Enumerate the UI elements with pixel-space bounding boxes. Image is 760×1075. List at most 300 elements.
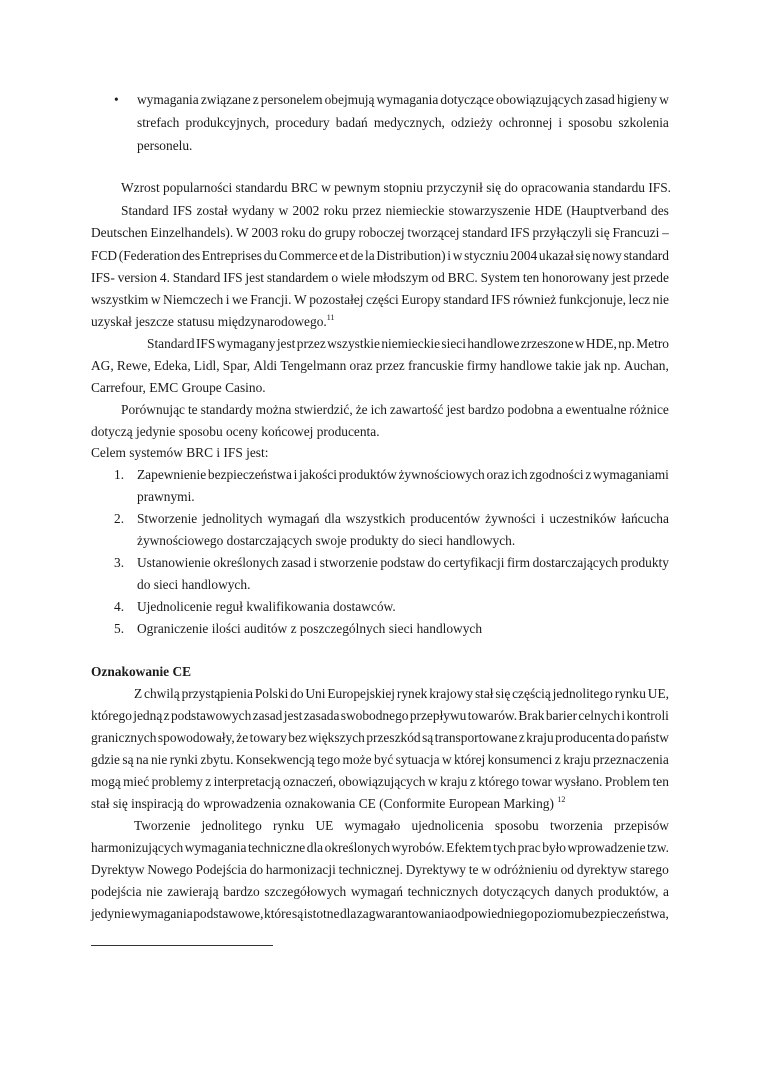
word: bardzo: [223, 884, 260, 899]
word: przystąpienia: [181, 686, 253, 701]
word: Porównując: [121, 402, 185, 417]
word: Stworzenie: [137, 511, 198, 526]
word: i: [313, 555, 318, 570]
word: HDE: [534, 203, 563, 218]
word: przez: [352, 203, 382, 218]
para1: Wzrost popularności standardu BRC w pewnym stopniu przyczynił się do opracowania standardu IFS.: [121, 180, 672, 195]
word: towar: [521, 774, 552, 789]
ce-para2-line-2: [91, 840, 669, 856]
word: określonych: [213, 555, 279, 570]
word: wszystkich: [345, 511, 406, 526]
word: różnice: [629, 402, 669, 417]
word: został: [196, 203, 228, 218]
word: Deutschen: [91, 225, 148, 240]
word: ewentualne: [565, 402, 627, 417]
word: wymagało: [344, 818, 401, 833]
word: te: [187, 402, 198, 417]
word: i: [293, 467, 298, 482]
word: bez: [288, 730, 307, 745]
word: higieny: [616, 92, 658, 107]
goal-4-number: 4.: [114, 599, 125, 614]
word: w: [150, 292, 161, 307]
word: zbytu.: [200, 752, 234, 767]
word: młodszym: [372, 270, 429, 285]
para2-line-1: [121, 203, 669, 219]
word: że: [236, 730, 249, 745]
word: W: [294, 292, 307, 307]
word: Metro: [636, 336, 669, 351]
word: dostarczających: [532, 555, 619, 570]
footnote-ref-11[interactable]: 11: [326, 313, 335, 322]
word: większych: [308, 730, 365, 745]
word: francuskie: [407, 358, 464, 373]
word: przepływu: [409, 708, 467, 723]
word: się: [575, 248, 591, 263]
word: wymagany: [216, 336, 276, 351]
word: którego: [478, 774, 520, 789]
word: UE: [315, 818, 334, 833]
word: nie: [150, 752, 168, 767]
word: wyrobów.: [391, 840, 445, 855]
word: wymaganiami: [593, 467, 669, 482]
word: wysłano.: [554, 774, 603, 789]
word: i: [621, 708, 626, 723]
word: Auchan,: [623, 358, 669, 373]
word: HDE,: [585, 336, 617, 351]
word: kontroli: [626, 708, 669, 723]
word: transportowane: [434, 730, 518, 745]
word: Francji.: [250, 292, 292, 307]
word: oznaczeń,: [282, 774, 337, 789]
word: swobodnego: [340, 708, 409, 723]
word: podstawowe,: [193, 906, 264, 921]
word: obowiązujących: [338, 774, 426, 789]
word: techniczne: [247, 840, 306, 855]
word: obowiązujących: [496, 92, 583, 107]
word: spowodowały,: [157, 730, 235, 745]
word: Z: [134, 686, 143, 701]
word: z: [585, 467, 592, 482]
word: niemieckie: [385, 203, 445, 218]
word: des: [651, 203, 669, 218]
word: 2002: [292, 203, 320, 218]
ce-para1-line-1: [134, 686, 669, 702]
word: harmonizujących: [91, 840, 184, 855]
word: funkcjonuje,: [558, 292, 626, 307]
word: System: [480, 270, 521, 285]
word: produkty: [620, 555, 669, 570]
word: des: [182, 248, 201, 263]
word: producenta: [555, 730, 615, 745]
word: stwierdzić,: [294, 402, 353, 417]
word: zgodności: [529, 467, 584, 482]
word: jedną: [133, 708, 163, 723]
footnote-separator: [91, 945, 273, 946]
word: było: [542, 840, 566, 855]
word: wymagania: [130, 906, 193, 921]
word: tworzącej: [407, 225, 460, 240]
word: medycznych,: [373, 115, 445, 130]
word: Spar,: [222, 358, 251, 373]
goal-1-number: 1.: [114, 467, 125, 482]
word: nowy: [592, 248, 622, 263]
bullet-line-1: [137, 92, 669, 108]
word: w: [427, 774, 438, 789]
word: dla: [306, 840, 324, 855]
word: zasad: [585, 92, 615, 107]
word: w: [278, 203, 289, 218]
word: które: [264, 906, 292, 921]
word: żywności: [485, 511, 536, 526]
word: danych: [554, 884, 594, 899]
ce-para1-line-6: [91, 796, 565, 812]
word: z: [554, 752, 561, 767]
word: stowarzyszenie: [448, 203, 531, 218]
word: Tworzenie: [134, 818, 191, 833]
word: z: [252, 92, 259, 107]
word: są: [422, 730, 434, 745]
word: procedury: [275, 115, 330, 130]
word: Brak: [518, 708, 545, 723]
word: jak: [584, 358, 601, 373]
word: odzieży: [450, 115, 493, 130]
word: się: [495, 686, 511, 701]
word: rynku: [272, 818, 305, 833]
word: szkolenia: [618, 115, 669, 130]
word: gdzie: [91, 752, 120, 767]
word: odróżnieniu: [493, 862, 558, 877]
word: Rewe,: [116, 358, 151, 373]
word: (Federation: [118, 248, 181, 263]
word: zasada: [303, 708, 340, 723]
word: strefach: [137, 115, 180, 130]
word: wymagania: [137, 92, 199, 107]
ce-para2-line-3: [91, 862, 669, 878]
word: sytuacja: [395, 752, 440, 767]
word: a: [662, 884, 669, 899]
word: żywnościowych: [398, 467, 485, 482]
goal-1-line-1: [137, 467, 669, 483]
word: produktów: [338, 467, 397, 482]
word: i: [540, 511, 545, 526]
word: IFS-: [91, 270, 115, 285]
word: do: [290, 686, 304, 701]
word: wszystkim: [91, 292, 149, 307]
word: niemieckie: [381, 336, 441, 351]
word: Europejskiej: [327, 686, 396, 701]
word: i: [558, 115, 563, 130]
word: kraju: [439, 774, 468, 789]
word: tzw.: [647, 840, 669, 855]
word: dla: [324, 511, 341, 526]
word: Einzelhandels).: [150, 225, 234, 240]
word: Nowego: [147, 862, 193, 877]
word: BRC.: [447, 270, 478, 285]
word: standard: [462, 225, 508, 240]
para4-line-1: [121, 402, 669, 418]
word: ujednolicenia: [411, 818, 484, 833]
word: Aldi: [253, 358, 278, 373]
word: Uni: [305, 686, 326, 701]
word: dotyczące: [440, 92, 494, 107]
word: na: [135, 752, 149, 767]
word: standardy: [200, 402, 253, 417]
word: podejścia: [91, 884, 142, 899]
word: może: [342, 752, 372, 767]
word: uczestników: [549, 511, 617, 526]
goal-4-line-1: Ujednolicenie reguł kwalifikowania dostawców.: [137, 599, 396, 614]
word: FCD: [91, 248, 118, 263]
word: dotyczących: [482, 884, 550, 899]
word: Dyrektywy: [405, 862, 466, 877]
word: konsumenci: [487, 752, 553, 767]
word: mogą: [91, 774, 121, 789]
word: do: [249, 862, 264, 877]
word: krajowy: [429, 686, 474, 701]
word: zawartość: [389, 402, 444, 417]
word: od: [560, 862, 574, 877]
word: zasad: [281, 555, 311, 570]
word: do: [616, 730, 630, 745]
word: wszystkie: [327, 336, 380, 351]
word: przyłączyli: [532, 225, 593, 240]
word: przepisów: [613, 818, 669, 833]
word: bardzo: [468, 402, 505, 417]
word: ich: [511, 467, 528, 482]
word: rynku: [614, 686, 646, 701]
goal-2-number: 2.: [114, 511, 125, 526]
word: np.: [603, 358, 621, 373]
word: rynki: [169, 752, 198, 767]
bullet-line-2: [137, 115, 669, 131]
word: którego: [91, 708, 132, 723]
word: przez: [296, 336, 326, 351]
word: bezpieczeństwa: [207, 467, 292, 482]
word: Entreprises: [201, 248, 263, 263]
word: jednolitych: [202, 511, 263, 526]
word: rynek: [396, 686, 428, 701]
para2-line-6-text: uzyskał jeszcze statusu międzynarodowego.: [91, 314, 327, 329]
word: bezpieczeństwa,: [581, 906, 669, 921]
word: a: [556, 402, 563, 417]
word: jest: [283, 708, 303, 723]
word: produkcyjnych,: [185, 115, 270, 130]
word: starego: [630, 862, 669, 877]
word: ten: [652, 774, 669, 789]
word: standardem: [266, 270, 329, 285]
word: IFS: [195, 336, 216, 351]
word: Francuzi: [612, 225, 660, 240]
word: du: [263, 248, 278, 263]
word: jednolitego: [201, 818, 262, 833]
word: i: [447, 248, 451, 263]
word: zagwarantowania: [356, 906, 451, 921]
para3-line-3: Carrefour, EMC Groupe Casino.: [91, 380, 266, 395]
para3-line-2: [91, 358, 669, 374]
goal-1-line-2: prawnymi.: [137, 489, 195, 504]
word: w: [659, 92, 669, 107]
word: można: [255, 402, 292, 417]
ce-para2-line-4: [91, 884, 669, 900]
word: wprowadzenie: [567, 840, 646, 855]
goal-3-line-2: do sieci handlowych.: [137, 577, 251, 592]
word: (Hauptverband: [566, 203, 647, 218]
section-heading-ce: Oznakowanie CE: [91, 664, 192, 679]
word: granicznych: [91, 730, 157, 745]
word: oraz: [349, 358, 373, 373]
ce-para1-line-3: [91, 730, 669, 746]
word: o: [331, 270, 339, 285]
word: której: [454, 752, 486, 767]
word: IFS: [223, 270, 243, 285]
word: UE,: [647, 686, 669, 701]
word: Standard: [121, 203, 169, 218]
word: interpretacją: [213, 774, 281, 789]
word: tych: [493, 840, 517, 855]
word: Konsekwencją: [235, 752, 315, 767]
word: nie: [146, 884, 163, 899]
word: roboczej: [358, 225, 405, 240]
bullet-marker: •: [114, 92, 119, 107]
word: harmonizacji: [265, 862, 336, 877]
word: wymagań: [350, 884, 403, 899]
goal-2-line-1: [137, 511, 669, 527]
goal-3-line-1: [137, 555, 669, 571]
word: stworzenie: [319, 555, 378, 570]
word: przez: [375, 358, 405, 373]
word: Ustanowienie: [137, 555, 211, 570]
word: w: [452, 248, 463, 263]
para2-line-5: [91, 292, 669, 308]
word: tworzenia: [549, 818, 603, 833]
para2-line-2: [91, 225, 669, 241]
word: w: [441, 752, 452, 767]
word: firm: [506, 555, 531, 570]
word: w: [574, 336, 585, 351]
word: również: [513, 292, 557, 307]
word: de: [350, 248, 364, 263]
ce-para2-line-5: [91, 906, 669, 922]
word: IFS: [491, 292, 511, 307]
word: zawierają: [167, 884, 219, 899]
word: oraz: [486, 467, 510, 482]
word: prac: [517, 840, 541, 855]
word: IFS: [172, 203, 193, 218]
word: łańcucha: [621, 511, 669, 526]
word: wymagania: [184, 840, 247, 855]
word: wymagania: [376, 92, 439, 107]
word: Europy: [401, 292, 441, 307]
word: zasad: [252, 708, 283, 723]
ce-para1-line-2: [91, 708, 669, 724]
goals-intro: Celem systemów BRC i IFS jest:: [91, 445, 269, 460]
para3-line-1: [147, 336, 669, 352]
word: jest: [611, 270, 631, 285]
word: związane: [200, 92, 251, 107]
ce-para1-line-4: [91, 752, 669, 768]
word: stał: [474, 686, 494, 701]
word: dla: [339, 906, 357, 921]
word: z: [518, 730, 525, 745]
word: technicznych: [407, 884, 479, 899]
para4-line-2: dotyczą jedynie sposobu oceny końcowej producenta.: [91, 424, 380, 439]
word: z: [469, 774, 476, 789]
word: towarów.: [467, 708, 518, 723]
word: do: [308, 225, 322, 240]
word: badań: [335, 115, 368, 130]
word: być: [373, 752, 394, 767]
word: jest: [276, 336, 296, 351]
para2-line-4: [91, 270, 669, 286]
word: podstawowych: [170, 708, 252, 723]
word: sposobu: [494, 818, 539, 833]
word: określonych: [324, 840, 391, 855]
word: przeszkód: [366, 730, 421, 745]
word: od: [431, 270, 445, 285]
ce-para1-line-5: [91, 774, 669, 790]
word: Dyrektyw: [91, 862, 145, 877]
para2-line-6: [91, 314, 334, 330]
word: 2004: [510, 248, 538, 263]
word: W: [236, 225, 249, 240]
bullet-line-3: personelu.: [137, 138, 193, 153]
word: AG,: [91, 358, 114, 373]
word: Standard: [172, 270, 221, 285]
word: grupy: [324, 225, 356, 240]
word: certyfikacji: [443, 555, 505, 570]
word: i: [225, 292, 230, 307]
word: ukazał: [538, 248, 574, 263]
word: odpowiedniego: [451, 906, 534, 921]
word: problemy: [151, 774, 203, 789]
word: Problem: [604, 774, 651, 789]
footnote-ref-12[interactable]: 12: [557, 795, 566, 804]
word: Lidl,: [193, 358, 220, 373]
word: przede: [633, 270, 669, 285]
word: Standard: [147, 336, 195, 351]
word: nie: [652, 292, 669, 307]
word: chwilą: [144, 686, 180, 701]
word: Zapewnienie: [137, 467, 207, 482]
word: przeznaczenia: [592, 752, 669, 767]
word: państw: [630, 730, 669, 745]
word: np.: [618, 336, 635, 351]
word: podobna: [507, 402, 554, 417]
word: zrzeszone: [520, 336, 574, 351]
word: firmy: [466, 358, 497, 373]
ce-para1-line-6-text: stał się inspiracją do wprowadzenia oznakowania CE (Conformite European Marking): [91, 796, 554, 811]
word: do: [427, 555, 441, 570]
word: z: [163, 708, 170, 723]
word: jedynie: [91, 906, 131, 921]
word: Polski: [254, 686, 289, 701]
word: Edeka,: [153, 358, 191, 373]
word: jest: [446, 402, 466, 417]
word: z: [205, 774, 212, 789]
word: Commerce: [278, 248, 338, 263]
word: są: [122, 752, 134, 767]
word: kraju: [526, 730, 554, 745]
word: IFS: [510, 225, 530, 240]
word: obejmują: [324, 92, 375, 107]
word: ochronnej: [498, 115, 553, 130]
word: wiele: [340, 270, 370, 285]
word: że: [355, 402, 368, 417]
word: jednolitego: [552, 686, 613, 701]
ce-para2-line-1: [134, 818, 669, 834]
goal-5-number: 5.: [114, 621, 125, 636]
word: ten: [522, 270, 540, 285]
